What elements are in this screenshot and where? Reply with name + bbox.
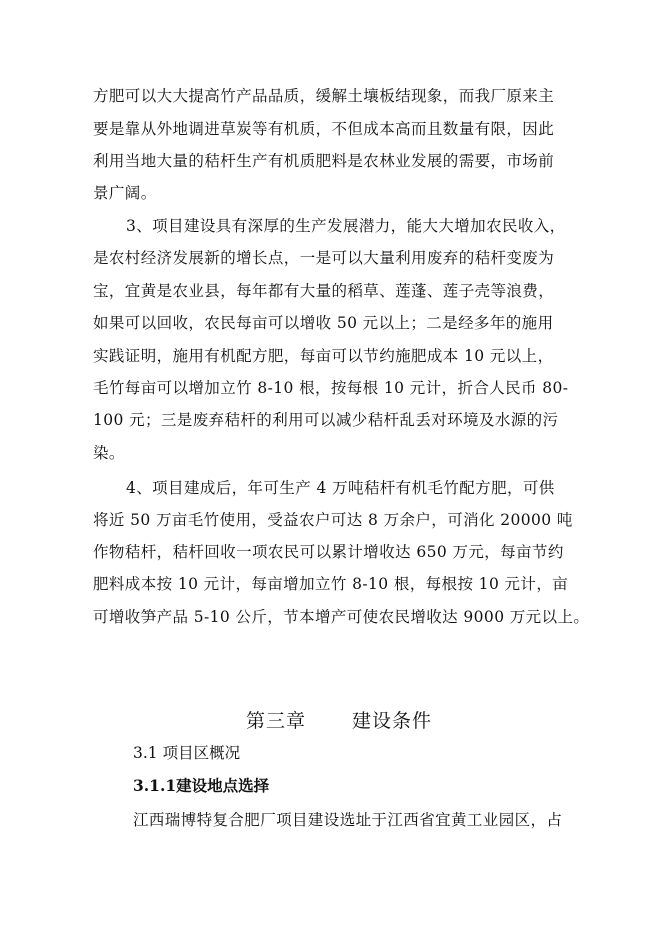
paragraph-line: 利用当地大量的秸杆生产有机质肥料是农林业发展的需要，市场前 <box>93 152 555 170</box>
paragraph-line: 要是靠从外地调进草炭等有机质，不但成本高而且数量有限，因此 <box>93 120 555 138</box>
chapter-number: 第三章 <box>246 710 307 732</box>
chapter-heading <box>246 708 432 734</box>
paragraph-line: 江西瑞博特复合肥厂项目建设选址于江西省宜黄工业园区，占 <box>133 811 563 829</box>
paragraph-line: 如果可以回收，农民每亩可以增收 50 元以上；二是经多年的施用 <box>93 314 554 332</box>
paragraph-line: 方肥可以大大提高竹产品品质，缓解土壤板结现象，而我厂原来主 <box>93 87 555 105</box>
section-heading-3-1-1: 3.1.1建设地点选择 <box>133 776 270 795</box>
paragraph-line: 实践证明，施用有机配方肥，每亩可以节约施肥成本 10 元以上， <box>93 347 554 365</box>
paragraph-line: 肥料成本按 10 元计，每亩增加立竹 8-10 根，每根按 10 元计，亩 <box>93 575 569 593</box>
paragraph-line: 毛竹每亩可以增加立竹 8-10 根，按每根 10 元计，折合人民币 80- <box>93 379 569 397</box>
paragraph-line: 是农村经济发展新的增长点，一是可以大量利用废弃的秸杆变废为 <box>93 249 555 267</box>
chapter-title: 建设条件 <box>352 710 433 732</box>
paragraph-line: 可增收笋产品 5-10 公斤，节本增产可使农民增收达 9000 万元以上。 <box>93 608 590 626</box>
paragraph-line: 宝，宜黄是农业县，每年都有大量的稻草、莲蓬、莲子壳等浪费， <box>93 282 555 300</box>
paragraph-line: 3、项目建设具有深厚的生产发展潜力，能大大增加农民收入， <box>126 217 566 235</box>
paragraph-line: 将近 50 万亩毛竹使用，受益农户可达 8 万余户，可消化 20000 吨 <box>93 511 573 529</box>
paragraph-line: 4、项目建成后，年可生产 4 万吨秸杆有机毛竹配方肥，可供 <box>126 479 555 497</box>
paragraph-line: 作物秸杆，秸杆回收一项农民可以累计增收达 650 万元，每亩节约 <box>93 543 564 561</box>
paragraph-line: 景广阔。 <box>93 184 157 202</box>
paragraph-line: 100 元；三是废弃秸杆的利用可以减少秸杆乱丢对环境及水源的污 <box>93 411 559 429</box>
paragraph-line: 染。 <box>93 444 125 462</box>
section-heading-3-1: 3.1 项目区概况 <box>133 744 241 762</box>
